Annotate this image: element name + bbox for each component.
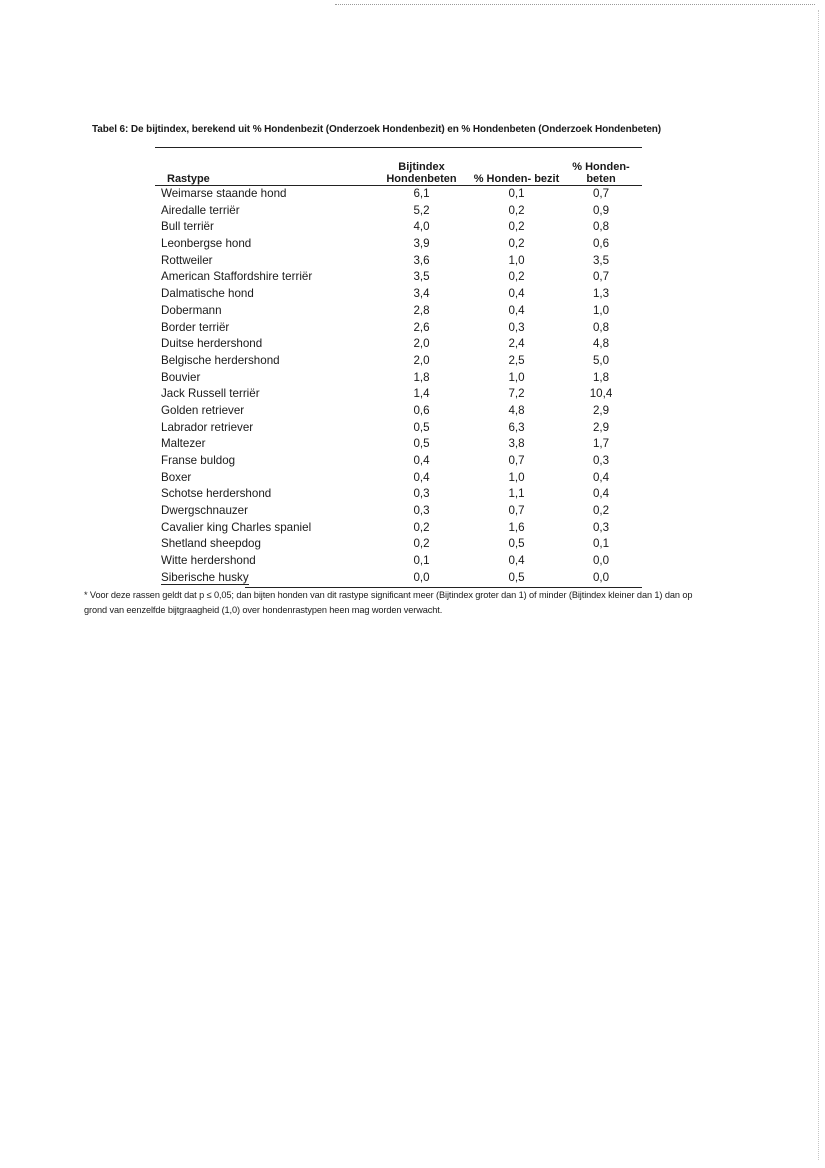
table-row xyxy=(155,286,642,303)
cell-bijtindex xyxy=(370,286,473,303)
cell-hondenbeten xyxy=(560,286,642,303)
cell-hondenbeten xyxy=(560,453,642,470)
cell-hondenbezit-text: 4,8 xyxy=(508,403,525,417)
cell-hondenbezit xyxy=(473,203,560,220)
table-row xyxy=(155,470,642,487)
cell-hondenbezit-text: 0,7 xyxy=(508,454,525,467)
cell-hondenbezit-text: 0,5 xyxy=(508,570,525,584)
cell-rastype-text: Golden retriever xyxy=(161,403,245,417)
cell-rastype xyxy=(155,536,370,553)
cell-hondenbeten xyxy=(560,486,642,503)
cell-bijtindex-text: 2,0 xyxy=(413,353,430,367)
cell-hondenbezit-text: 0,1 xyxy=(508,187,525,200)
cell-rastype-text: Jack Russell terriër xyxy=(161,387,260,401)
table-row xyxy=(155,269,642,286)
cell-rastype xyxy=(155,186,370,203)
cell-rastype xyxy=(155,453,370,470)
cell-hondenbeten xyxy=(560,436,642,453)
table-row xyxy=(155,219,642,236)
cell-hondenbeten xyxy=(560,420,642,437)
cell-bijtindex xyxy=(370,236,473,253)
cell-rastype-text: Labrador retriever xyxy=(161,420,254,434)
cell-bijtindex xyxy=(370,436,473,453)
cell-hondenbeten xyxy=(560,303,642,320)
cell-bijtindex-text: 3,6 xyxy=(413,253,430,267)
cell-rastype-text: Cavalier king Charles spaniel xyxy=(161,520,312,534)
cell-bijtindex xyxy=(370,320,473,337)
table-row xyxy=(155,403,642,420)
cell-bijtindex xyxy=(370,403,473,420)
cell-bijtindex xyxy=(370,420,473,437)
cell-hondenbeten-text: 0,0 xyxy=(592,570,610,584)
cell-hondenbezit xyxy=(473,353,560,370)
cell-hondenbezit-text: 0,2 xyxy=(508,270,525,284)
cell-hondenbezit-text: 0,4 xyxy=(508,554,525,568)
cell-bijtindex-text: 0,4 xyxy=(413,454,430,467)
cell-hondenbeten xyxy=(560,370,642,387)
cell-bijtindex-text: 0,4 xyxy=(413,470,430,484)
cell-hondenbezit xyxy=(473,236,560,253)
table-row xyxy=(155,353,642,370)
cell-rastype-text: Schotse herdershond xyxy=(161,487,272,501)
cell-bijtindex-text: 0,5 xyxy=(413,420,430,434)
cell-hondenbeten xyxy=(560,353,642,370)
cell-hondenbeten-text: 3,5 xyxy=(592,253,610,267)
cell-bijtindex xyxy=(370,303,473,320)
cell-hondenbeten-text: 10,4 xyxy=(589,387,613,401)
cell-rastype-text: Dalmatische hond xyxy=(161,287,254,301)
cell-hondenbeten xyxy=(560,336,642,353)
cell-hondenbezit-text: 1,0 xyxy=(508,470,525,484)
cell-rastype xyxy=(155,336,370,353)
cell-hondenbeten xyxy=(560,186,642,203)
cell-bijtindex xyxy=(370,370,473,387)
table-footnote: * Voor deze rassen geldt dat p ≤ 0,05; dan bijten honden van dit rastype significant meer (Bijtindex groter dan 1) of minder (Bijtindex kleiner dan 1) dan op grond van eenzelfde bijtgraagheid (1,0) over hondenrastypen heen mag worden verwacht. xyxy=(84,590,693,615)
cell-hondenbezit xyxy=(473,453,560,470)
cell-bijtindex-text: 0,3 xyxy=(413,504,430,518)
header-hondenbezit: % Honden- bezit xyxy=(473,173,560,185)
cell-hondenbeten xyxy=(560,386,642,403)
cell-hondenbeten xyxy=(560,570,642,587)
cell-bijtindex xyxy=(370,553,473,570)
cell-hondenbeten xyxy=(560,236,642,253)
cell-hondenbezit-text: 6,3 xyxy=(508,420,525,434)
table-row xyxy=(155,386,642,403)
cell-rastype-text: Witte herdershond xyxy=(161,554,256,568)
cell-bijtindex xyxy=(370,453,473,470)
cell-rastype-text: Shetland sheepdog xyxy=(161,537,261,551)
cell-hondenbezit xyxy=(473,470,560,487)
cell-bijtindex-text: 1,8 xyxy=(413,370,430,384)
cell-hondenbeten-text: 0,4 xyxy=(592,487,610,501)
cell-rastype xyxy=(155,520,370,537)
cell-hondenbeten-text: 0,3 xyxy=(592,520,610,534)
cell-rastype xyxy=(155,553,370,570)
cell-bijtindex xyxy=(370,486,473,503)
cell-hondenbeten-text: 0,0 xyxy=(592,554,610,568)
cell-bijtindex-text: 2,6 xyxy=(413,320,430,334)
cell-bijtindex xyxy=(370,536,473,553)
cell-hondenbeten xyxy=(560,219,642,236)
cell-hondenbezit xyxy=(473,370,560,387)
cell-bijtindex-text: 0,5 xyxy=(413,437,430,451)
cell-rastype xyxy=(155,286,370,303)
cell-hondenbeten-text: 1,3 xyxy=(592,287,610,301)
cell-bijtindex xyxy=(370,219,473,236)
cell-bijtindex xyxy=(370,353,473,370)
cell-rastype-text: Rottweiler xyxy=(161,253,213,267)
cell-hondenbezit-text: 1,6 xyxy=(508,520,525,534)
header-bijtindex: Bijtindex Hondenbeten xyxy=(386,161,457,185)
cell-bijtindex-text: 1,4 xyxy=(413,387,430,401)
scan-edge-line xyxy=(335,4,815,5)
cell-hondenbezit-text: 1,0 xyxy=(508,253,525,267)
header-rastype: Rastype xyxy=(167,173,210,185)
cell-rastype-text: Duitse herdershond xyxy=(161,337,263,351)
cell-bijtindex-text: 2,0 xyxy=(413,337,430,351)
cell-hondenbezit xyxy=(473,420,560,437)
cell-hondenbezit xyxy=(473,536,560,553)
cell-hondenbezit-text: 0,4 xyxy=(508,303,525,317)
cell-hondenbezit-text: 0,3 xyxy=(508,320,525,334)
cell-hondenbeten-text: 2,9 xyxy=(592,403,610,417)
cell-rastype xyxy=(155,420,370,437)
cell-bijtindex-text: 3,4 xyxy=(413,287,430,301)
table-row xyxy=(155,520,642,537)
cell-hondenbezit-text: 7,2 xyxy=(508,387,525,401)
cell-hondenbezit-text: 1,1 xyxy=(508,487,525,501)
cell-hondenbezit-text: 2,5 xyxy=(508,353,525,367)
cell-rastype-text: Border terriër xyxy=(161,320,230,334)
cell-hondenbeten-text: 2,9 xyxy=(592,420,610,434)
table-row xyxy=(155,370,642,387)
cell-rastype xyxy=(155,353,370,370)
cell-hondenbezit xyxy=(473,553,560,570)
table-row xyxy=(155,236,642,253)
table-row xyxy=(155,536,642,553)
cell-rastype-text: Dwergschnauzer xyxy=(161,504,248,518)
cell-rastype xyxy=(155,320,370,337)
cell-bijtindex xyxy=(370,470,473,487)
table-row xyxy=(155,503,642,520)
cell-hondenbezit xyxy=(473,386,560,403)
cell-rastype xyxy=(155,253,370,270)
cell-hondenbezit-text: 0,4 xyxy=(508,287,525,301)
cell-bijtindex xyxy=(370,570,473,587)
cell-hondenbezit xyxy=(473,269,560,286)
cell-bijtindex-text: 0,1 xyxy=(413,554,430,568)
cell-hondenbeten xyxy=(560,503,642,520)
cell-rastype xyxy=(155,203,370,220)
cell-hondenbeten-text: 4,8 xyxy=(592,337,610,351)
table-row xyxy=(155,486,642,503)
cell-hondenbezit-text: 0,2 xyxy=(508,220,525,234)
cell-bijtindex xyxy=(370,386,473,403)
table-top-rule xyxy=(155,147,642,148)
cell-hondenbezit-text: 0,7 xyxy=(508,504,525,518)
cell-bijtindex-text: 5,2 xyxy=(413,203,430,217)
cell-rastype xyxy=(155,570,370,587)
cell-hondenbeten-text: 0,4 xyxy=(592,470,610,484)
table-row xyxy=(155,420,642,437)
cell-hondenbeten xyxy=(560,203,642,220)
cell-rastype xyxy=(155,486,370,503)
cell-bijtindex-text: 2,8 xyxy=(413,303,430,317)
cell-hondenbezit xyxy=(473,486,560,503)
cell-rastype xyxy=(155,436,370,453)
table-row xyxy=(155,203,642,220)
cell-hondenbeten-text: 1,7 xyxy=(592,437,610,451)
cell-hondenbezit xyxy=(473,436,560,453)
cell-bijtindex-text: 3,5 xyxy=(413,270,430,284)
cell-hondenbezit xyxy=(473,320,560,337)
cell-bijtindex-text: 0,3 xyxy=(413,487,430,501)
cell-rastype-text: Maltezer xyxy=(161,437,206,451)
cell-hondenbezit-text: 1,0 xyxy=(508,370,525,384)
cell-hondenbeten xyxy=(560,536,642,553)
cell-rastype-text: Bouvier xyxy=(161,370,201,384)
cell-hondenbeten-text: 0,8 xyxy=(592,220,610,234)
table-caption: Tabel 6: De bijtindex, berekend uit % Hondenbezit (Onderzoek Hondenbezit) en % Hondenbeten (Onderzoek Hondenbeten) xyxy=(92,124,662,135)
cell-rastype-text: Franse buldog xyxy=(161,454,236,467)
table-row xyxy=(155,436,642,453)
cell-rastype-text: Boxer xyxy=(161,470,192,484)
cell-hondenbeten-text: 0,7 xyxy=(592,270,610,284)
cell-bijtindex xyxy=(370,203,473,220)
scan-edge-line-right xyxy=(818,10,819,1160)
cell-rastype xyxy=(155,219,370,236)
data-table xyxy=(155,147,642,588)
cell-hondenbezit xyxy=(473,520,560,537)
cell-hondenbezit xyxy=(473,186,560,203)
cell-rastype xyxy=(155,236,370,253)
cell-hondenbezit-text: 0,2 xyxy=(508,203,525,217)
cell-bijtindex-text: 0,2 xyxy=(413,520,430,534)
table-row xyxy=(155,570,642,587)
cell-rastype xyxy=(155,403,370,420)
cell-rastype-text: Dobermann xyxy=(161,303,222,317)
cell-bijtindex-text: 6,1 xyxy=(413,187,430,200)
cell-hondenbeten-text: 0,3 xyxy=(592,454,610,467)
cell-bijtindex xyxy=(370,336,473,353)
cell-rastype xyxy=(155,370,370,387)
table-row xyxy=(155,336,642,353)
table-row xyxy=(155,303,642,320)
cell-bijtindex xyxy=(370,269,473,286)
cell-hondenbezit xyxy=(473,253,560,270)
cell-hondenbeten xyxy=(560,269,642,286)
cell-bijtindex xyxy=(370,503,473,520)
cell-rastype xyxy=(155,386,370,403)
table-header-row xyxy=(155,157,642,185)
cell-hondenbeten-text: 1,0 xyxy=(592,303,610,317)
table-row xyxy=(155,253,642,270)
cell-bijtindex-text: 3,9 xyxy=(413,237,430,251)
cell-hondenbeten xyxy=(560,320,642,337)
table-row xyxy=(155,320,642,337)
cell-hondenbezit xyxy=(473,303,560,320)
cell-bijtindex-text: 4,0 xyxy=(413,220,430,234)
cell-hondenbezit xyxy=(473,336,560,353)
table-row xyxy=(155,186,642,203)
cell-hondenbeten xyxy=(560,520,642,537)
cell-bijtindex xyxy=(370,253,473,270)
cell-hondenbeten-text: 5,0 xyxy=(592,353,610,367)
cell-rastype-text: Weimarse staande hond xyxy=(161,187,287,200)
cell-bijtindex-text: 0,6 xyxy=(413,403,430,417)
cell-hondenbeten-text: 0,8 xyxy=(592,320,610,334)
cell-rastype xyxy=(155,303,370,320)
header-hondenbeten: % Honden- beten xyxy=(572,161,630,185)
cell-rastype-text: Bull terriër xyxy=(161,220,214,234)
cell-hondenbeten xyxy=(560,553,642,570)
cell-rastype-text: American Staffordshire terriër xyxy=(161,270,313,284)
cell-bijtindex xyxy=(370,520,473,537)
table-row xyxy=(155,453,642,470)
cell-hondenbezit xyxy=(473,286,560,303)
cell-rastype xyxy=(155,269,370,286)
cell-rastype-text: Airedalle terriër xyxy=(161,203,240,217)
cell-hondenbezit xyxy=(473,403,560,420)
table-row xyxy=(155,553,642,570)
cell-rastype-text: Belgische herdershond xyxy=(161,353,280,367)
cell-rastype xyxy=(155,503,370,520)
cell-rastype xyxy=(155,470,370,487)
cell-hondenbeten-text: 0,6 xyxy=(592,237,610,251)
cell-bijtindex xyxy=(370,186,473,203)
cell-hondenbeten-text: 0,7 xyxy=(592,187,610,200)
cell-hondenbeten xyxy=(560,253,642,270)
cell-hondenbezit-text: 2,4 xyxy=(508,337,525,351)
cell-bijtindex-text: 0,0 xyxy=(413,570,430,584)
cell-hondenbeten xyxy=(560,470,642,487)
cell-bijtindex-text: 0,2 xyxy=(413,537,430,551)
cell-hondenbezit xyxy=(473,503,560,520)
cell-hondenbeten-text: 0,1 xyxy=(592,537,610,551)
cell-hondenbeten-text: 0,9 xyxy=(592,203,610,217)
cell-rastype-text: Leonbergse hond xyxy=(161,237,252,251)
cell-rastype-text: Siberische husky xyxy=(161,570,249,584)
cell-hondenbezit xyxy=(473,219,560,236)
cell-hondenbezit xyxy=(473,570,560,587)
cell-hondenbezit-text: 0,5 xyxy=(508,537,525,551)
cell-hondenbeten xyxy=(560,403,642,420)
table-body xyxy=(155,186,642,587)
cell-hondenbeten-text: 0,2 xyxy=(592,504,610,518)
cell-hondenbeten-text: 1,8 xyxy=(592,370,610,384)
cell-hondenbezit-text: 3,8 xyxy=(508,437,525,451)
cell-hondenbezit-text: 0,2 xyxy=(508,237,525,251)
